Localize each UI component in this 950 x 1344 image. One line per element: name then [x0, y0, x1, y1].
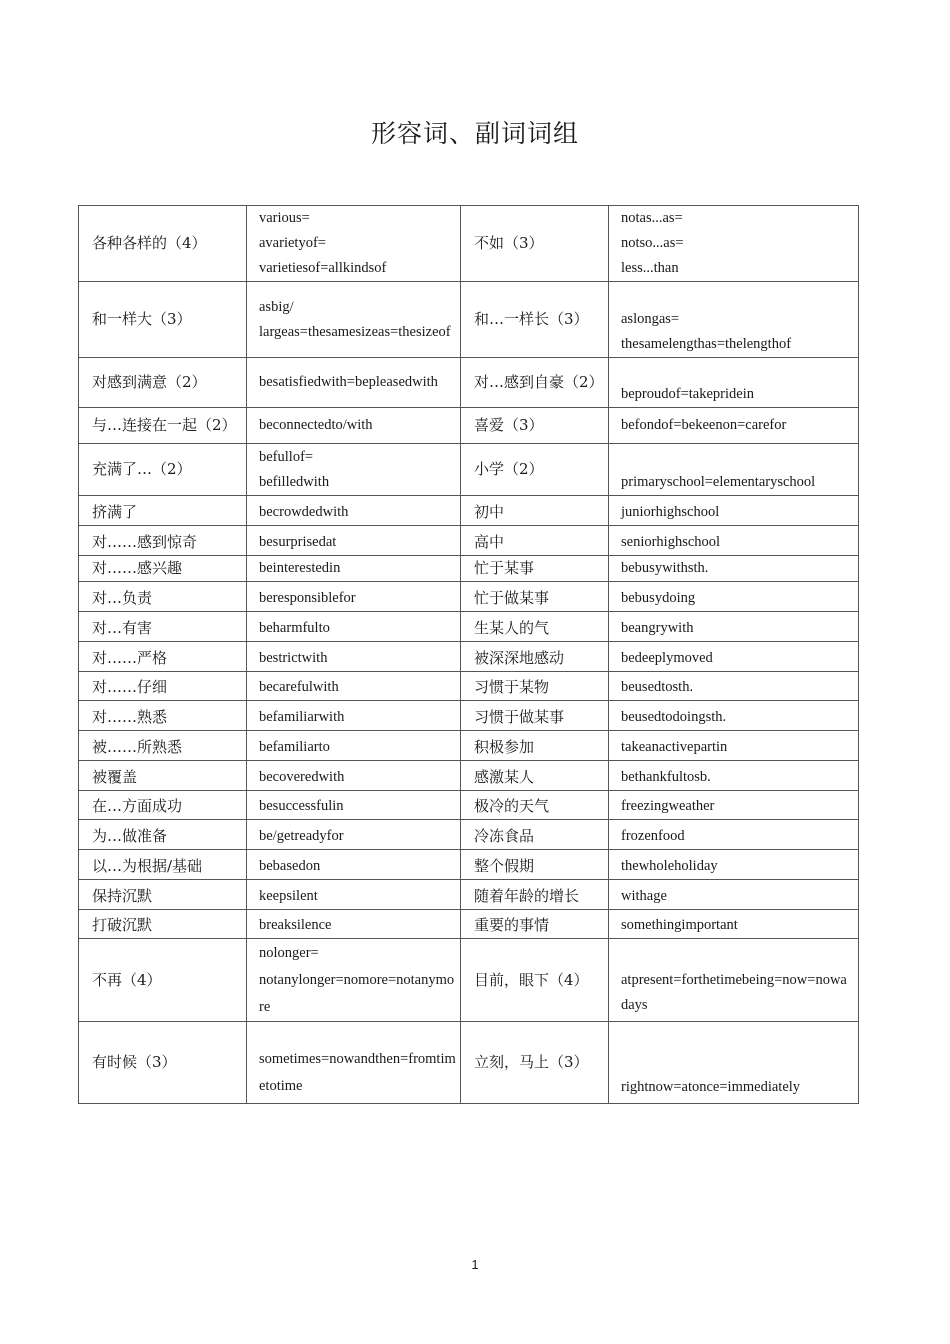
en-phrase-cell: becrowdedwith [247, 496, 461, 526]
en-phrase-cell: befamiliarto [247, 731, 461, 761]
en-phrase-cell: bebusydoing [609, 582, 859, 612]
page-number: 1 [471, 1257, 479, 1272]
zh-phrase-cell: 目前，眼下（4） [461, 939, 609, 1022]
en-phrase-cell: beconnectedto/with [247, 408, 461, 444]
zh-phrase-cell: 为…做准备 [79, 820, 247, 850]
zh-phrase-cell: 充满了…（2） [79, 444, 247, 496]
en-phrase-cell: bethankfultosb. [609, 761, 859, 791]
en-phrase-cell: befondof=bekeenon=carefor [609, 408, 859, 444]
zh-phrase-cell: 各种各样的（4） [79, 206, 247, 282]
table-row [79, 910, 859, 939]
zh-phrase-cell: 忙于做某事 [461, 582, 609, 612]
zh-phrase-cell: 和一样大（3） [79, 282, 247, 358]
table-row [79, 358, 859, 408]
zh-phrase-cell: 积极参加 [461, 731, 609, 761]
en-phrase-cell: befamiliarwith [247, 701, 461, 731]
zh-phrase-cell: 在…方面成功 [79, 791, 247, 820]
table-row [79, 939, 859, 1022]
zh-phrase-cell: 被覆盖 [79, 761, 247, 791]
zh-phrase-cell: 生某人的气 [461, 612, 609, 642]
en-phrase-cell: atpresent=forthetimebeing=now=nowadays [609, 939, 859, 1022]
table-row [79, 1022, 859, 1104]
zh-phrase-cell: 不如（3） [461, 206, 609, 282]
table-row [79, 761, 859, 791]
zh-phrase-cell: 高中 [461, 526, 609, 556]
zh-phrase-cell: 对…感到自豪（2） [461, 358, 609, 408]
table-row [79, 850, 859, 880]
table-row [79, 642, 859, 672]
en-phrase-cell: keepsilent [247, 880, 461, 910]
en-phrase-cell: primaryschool=elementaryschool [609, 444, 859, 496]
zh-phrase-cell: 对…负责 [79, 582, 247, 612]
table-row [79, 612, 859, 642]
zh-phrase-cell: 喜爱（3） [461, 408, 609, 444]
zh-phrase-cell: 初中 [461, 496, 609, 526]
en-phrase-cell: seniorhighschool [609, 526, 859, 556]
en-phrase-cell: aslongas= thesamelengthas=thelengthof [609, 282, 859, 358]
en-phrase-cell: nolonger= notanylonger=nomore=notanymore [247, 939, 461, 1022]
table-row [79, 556, 859, 582]
vocabulary-table [78, 205, 859, 1104]
zh-phrase-cell: 极冷的天气 [461, 791, 609, 820]
table-row [79, 496, 859, 526]
en-phrase-cell: notas...as= notso...as= less...than [609, 206, 859, 282]
zh-phrase-cell: 对……严格 [79, 642, 247, 672]
en-phrase-cell: rightnow=atonce=immediately [609, 1022, 859, 1104]
table-row [79, 582, 859, 612]
en-phrase-cell: thewholeholiday [609, 850, 859, 880]
zh-phrase-cell: 对……感到惊奇 [79, 526, 247, 556]
zh-phrase-cell: 被……所熟悉 [79, 731, 247, 761]
en-phrase-cell: breaksilence [247, 910, 461, 939]
zh-phrase-cell: 忙于某事 [461, 556, 609, 582]
zh-phrase-cell: 保持沉默 [79, 880, 247, 910]
en-phrase-cell: besuccessfulin [247, 791, 461, 820]
table-row [79, 408, 859, 444]
zh-phrase-cell: 对……仔细 [79, 672, 247, 701]
en-phrase-cell: beresponsiblefor [247, 582, 461, 612]
en-phrase-cell: bedeeplymoved [609, 642, 859, 672]
en-phrase-cell: besurprisedat [247, 526, 461, 556]
en-phrase-cell: asbig/ largeas=thesamesizeas=thesizeof [247, 282, 461, 358]
en-phrase-cell: becoveredwith [247, 761, 461, 791]
en-phrase-cell: bestrictwith [247, 642, 461, 672]
en-phrase-cell: freezingweather [609, 791, 859, 820]
zh-phrase-cell: 冷冻食品 [461, 820, 609, 850]
table-row [79, 880, 859, 910]
zh-phrase-cell: 感激某人 [461, 761, 609, 791]
zh-phrase-cell: 对…有害 [79, 612, 247, 642]
zh-phrase-cell: 以…为根据/基础 [79, 850, 247, 880]
table-row [79, 672, 859, 701]
en-phrase-cell: various= avarietyof= varietiesof=allkindsof [247, 206, 461, 282]
en-phrase-cell: somethingimportant [609, 910, 859, 939]
en-phrase-cell: bebusywithsth. [609, 556, 859, 582]
table-row [79, 820, 859, 850]
en-phrase-cell: juniorhighschool [609, 496, 859, 526]
zh-phrase-cell: 和…一样长（3） [461, 282, 609, 358]
table-row [79, 206, 859, 282]
en-phrase-cell: takeanactivepartin [609, 731, 859, 761]
en-phrase-cell: withage [609, 880, 859, 910]
zh-phrase-cell: 习惯于某物 [461, 672, 609, 701]
en-phrase-cell: beproudof=takepridein [609, 358, 859, 408]
zh-phrase-cell: 立刻，马上（3） [461, 1022, 609, 1104]
en-phrase-cell: beangrywith [609, 612, 859, 642]
en-phrase-cell: frozenfood [609, 820, 859, 850]
en-phrase-cell: beinterestedin [247, 556, 461, 582]
en-phrase-cell: befullof= befilledwith [247, 444, 461, 496]
zh-phrase-cell: 小学（2） [461, 444, 609, 496]
table-row [79, 526, 859, 556]
en-phrase-cell: becarefulwith [247, 672, 461, 701]
zh-phrase-cell: 重要的事情 [461, 910, 609, 939]
zh-phrase-cell: 与…连接在一起（2） [79, 408, 247, 444]
page-title: 形容词、副词词组 [370, 119, 579, 148]
zh-phrase-cell: 有时候（3） [79, 1022, 247, 1104]
zh-phrase-cell: 对感到满意（2） [79, 358, 247, 408]
en-phrase-cell: beharmfulto [247, 612, 461, 642]
en-phrase-cell: be/getreadyfor [247, 820, 461, 850]
zh-phrase-cell: 习惯于做某事 [461, 701, 609, 731]
table-row [79, 791, 859, 820]
zh-phrase-cell: 随着年龄的增长 [461, 880, 609, 910]
zh-phrase-cell: 对……熟悉 [79, 701, 247, 731]
zh-phrase-cell: 对……感兴趣 [79, 556, 247, 582]
en-phrase-cell: sometimes=nowandthen=fromtimetotime [247, 1022, 461, 1104]
en-phrase-cell: beusedtodoingsth. [609, 701, 859, 731]
en-phrase-cell: besatisfiedwith=bepleasedwith [247, 358, 461, 408]
table-row [79, 444, 859, 496]
table-row [79, 731, 859, 761]
zh-phrase-cell: 整个假期 [461, 850, 609, 880]
table-row [79, 282, 859, 358]
en-phrase-cell: bebasedon [247, 850, 461, 880]
zh-phrase-cell: 打破沉默 [79, 910, 247, 939]
en-phrase-cell: beusedtosth. [609, 672, 859, 701]
zh-phrase-cell: 不再（4） [79, 939, 247, 1022]
zh-phrase-cell: 被深深地感动 [461, 642, 609, 672]
zh-phrase-cell: 挤满了 [79, 496, 247, 526]
table-row [79, 701, 859, 731]
